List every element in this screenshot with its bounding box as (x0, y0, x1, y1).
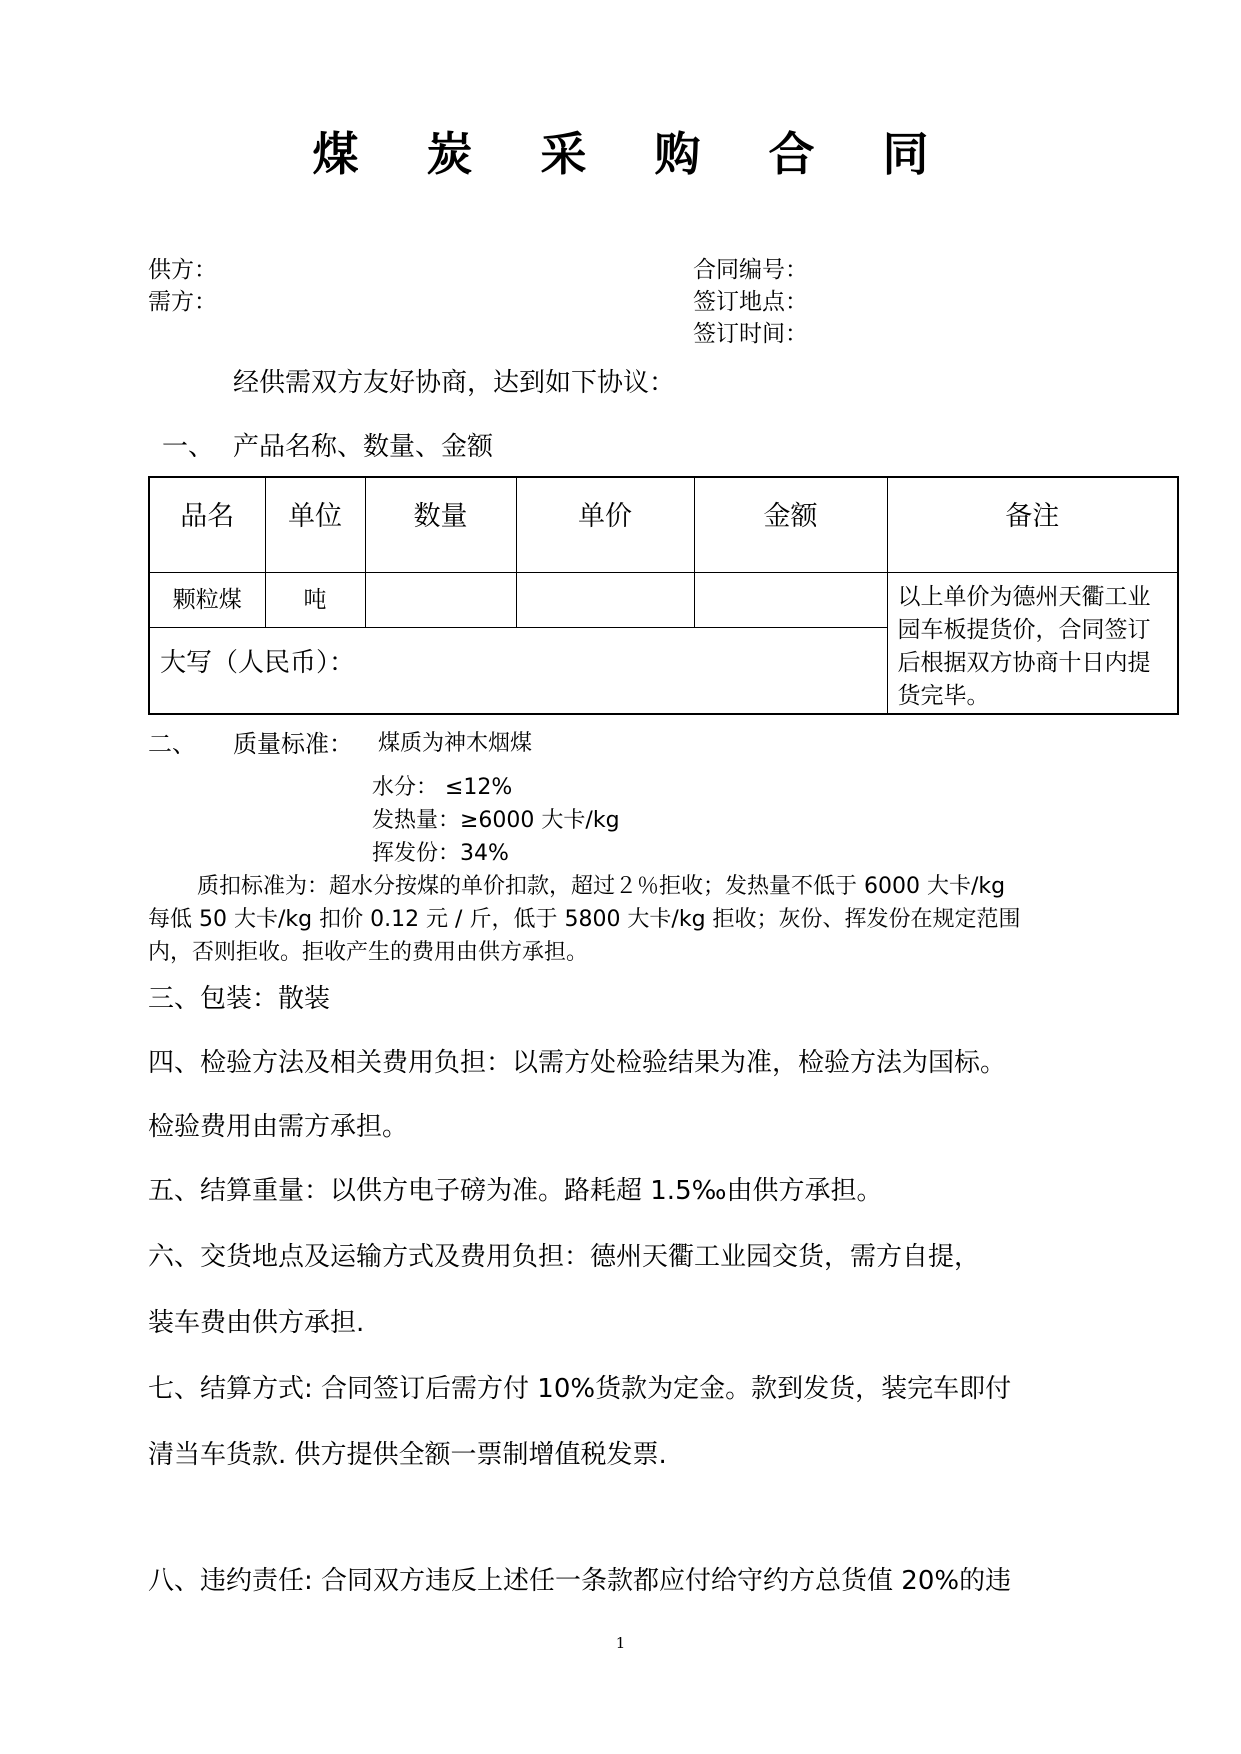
section1-title: 产品名称、数量、金额 (233, 432, 494, 462)
contract-title: 煤 炭 采 购 合 同 (312, 127, 955, 181)
sign-place-label: 签订地点： (693, 289, 808, 315)
intro-text: 经供需双方友好协商，达到如下协议： (233, 368, 676, 398)
header-amount: 金额 (694, 477, 887, 573)
spec-volatile: 挥发份：34% (372, 841, 509, 866)
cell-quantity (365, 573, 516, 628)
section2-number: 二、 (148, 730, 196, 758)
header-unit: 单位 (265, 477, 365, 573)
goods-table (148, 476, 1179, 715)
page-number: 1 (615, 1634, 626, 1652)
header-unit-price: 单价 (516, 477, 694, 573)
section2-desc: 煤质为神木烟煤 (378, 731, 533, 756)
cell-unit: 吨 (265, 573, 365, 628)
clause-liability: 八、违约责任: 合同双方违反上述任一条款都应付给守约方总货值 20%的违 (148, 1566, 1012, 1596)
clause-settlement-cont: 清当车货款. 供方提供全额一票制增值税发票. (148, 1440, 667, 1470)
spec-moisture: 水分： ≤12% (372, 775, 513, 800)
cell-amount (694, 573, 887, 628)
clause-inspection-cont: 检验费用由需方承担。 (148, 1112, 409, 1142)
cell-product: 颗粒煤 (149, 573, 265, 628)
header-product: 品名 (149, 477, 265, 573)
cell-remark: 以上单价为德州天衢工业园车板提货价，合同签订后根据双方协商十日内提货完毕。 (887, 573, 1178, 715)
buyer-label: 需方： (148, 289, 217, 315)
table-header-row (149, 477, 1178, 573)
clause-weight: 五、结算重量：以供方电子磅为准。路耗超 1.5‰由供方承担。 (148, 1176, 883, 1206)
clause-settlement: 七、结算方式: 合同签订后需方付 10%货款为定金。款到发货，装完车即付 (148, 1374, 1012, 1404)
header-quantity: 数量 (365, 477, 516, 573)
cell-unit-price (516, 573, 694, 628)
table-row (149, 573, 1178, 628)
header-remark: 备注 (887, 477, 1178, 573)
supplier-label: 供方： (148, 257, 217, 283)
clause-delivery: 六、交货地点及运输方式及费用负担：德州天衢工业园交货，需方自提， (148, 1242, 981, 1272)
deduction-line-1: 质扣标准为：超水分按煤的单价扣款，超过２％拒收；发热量不低于 6000 大卡/kg (197, 874, 1006, 899)
deduction-line-2: 每低 50 大卡/kg 扣价 0.12 元 / 斤，低于 5800 大卡/kg 拒收；灰份、挥发份在规定范围 (148, 907, 1021, 932)
clause-packaging: 三、包装：散装 (148, 984, 331, 1014)
cell-daxie: 大写（人民币）： (149, 627, 887, 714)
spec-calorific: 发热量：≥6000 大卡/kg (372, 808, 620, 833)
contract-no-label: 合同编号： (693, 257, 808, 283)
clause-delivery-cont: 装车费由供方承担. (148, 1308, 365, 1338)
sign-time-label: 签订时间： (693, 321, 808, 347)
clause-inspection: 四、检验方法及相关费用负担：以需方处检验结果为准，检验方法为国标。 (148, 1048, 1007, 1078)
section1-number: 一、 (162, 432, 215, 462)
section2-title: 质量标准： (233, 730, 353, 758)
deduction-line-3: 内，否则拒收。拒收产生的费用由供方承担。 (148, 940, 589, 965)
